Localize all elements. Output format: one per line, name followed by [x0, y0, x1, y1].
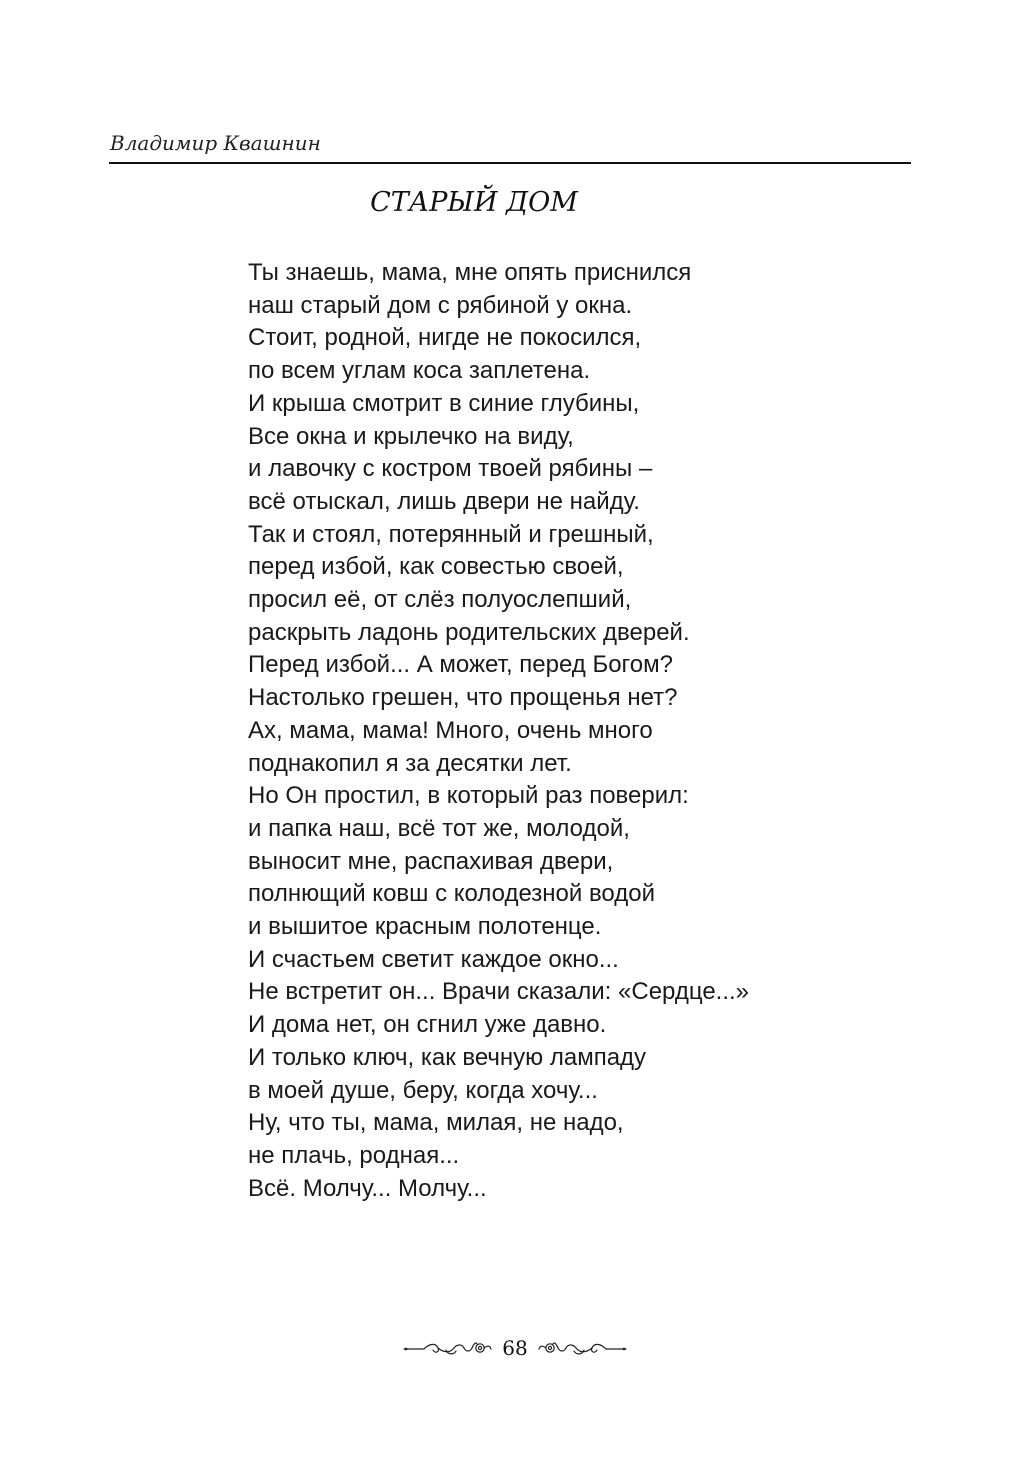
poem-line: просил её, от слёз полуослепший,: [248, 586, 632, 614]
poem-line: перед избой, как совестью своей,: [248, 553, 624, 581]
poem-line: И счастьем светит каждое окно...: [248, 945, 619, 973]
poem-line: по всем углам коса заплетена.: [248, 357, 591, 385]
poem-line: не плачь, родная...: [248, 1141, 460, 1169]
header-rule: [109, 162, 911, 164]
poem-line: и папка наш, всё тот же, молодой,: [248, 814, 630, 842]
poem-line: всё отыскал, лишь двери не найду.: [248, 487, 640, 515]
poem-line: раскрыть ладонь родительских дверей.: [248, 618, 690, 646]
poem-line: Так и стоял, потерянный и грешный,: [248, 520, 654, 548]
flourish-left-icon: [402, 1338, 494, 1358]
poem-line: Настолько грешен, что прощенья нет?: [248, 684, 678, 712]
poem-line: И дома нет, он сгнил уже давно.: [248, 1011, 607, 1039]
poem-line: поднакопил я за десятки лет.: [248, 749, 572, 777]
poem-line: наш старый дом с рябиной у окна.: [248, 291, 633, 319]
poem-line: Всё. Молчу... Молчу...: [248, 1174, 487, 1202]
running-head-author: Владимир Квашнин: [110, 131, 321, 155]
poem-line: и вышитое красным полотенце.: [248, 913, 602, 941]
poem-title: СТАРЫЙ ДОМ: [370, 187, 578, 218]
poem-line: выносит мне, распахивая двери,: [248, 847, 614, 875]
poem-line: в моей душе, беру, когда хочу...: [248, 1076, 598, 1104]
poem-line: Ах, мама, мама! Много, очень много: [248, 716, 653, 744]
poem-line: и лавочку с костром твоей рябины –: [248, 455, 653, 483]
poem-line: Все окна и крылечко на виду,: [248, 422, 574, 450]
poem-line: полнющий ковш с колодезной водой: [248, 880, 656, 908]
poem-line: Стоит, родной, нигде не покосился,: [248, 324, 642, 352]
poem-line: Не встретит он... Врачи сказали: «Сердце...»: [248, 978, 750, 1006]
poem-line: Перед избой... А может, перед Богом?: [248, 651, 673, 679]
page-number: 68: [502, 1336, 528, 1360]
poem-line: Ну, что ты, мама, милая, не надо,: [248, 1109, 624, 1137]
poem-line: Но Он простил, в который раз поверил:: [248, 782, 689, 810]
poem-body: [248, 257, 749, 1205]
page-footer: [0, 1336, 1026, 1366]
poem-line: И крыша смотрит в синие глубины,: [248, 389, 640, 417]
flourish-right-icon: [536, 1338, 628, 1358]
poem-line: Ты знаешь, мама, мне опять приснился: [248, 259, 692, 286]
poem-line: И только ключ, как вечную лампаду: [248, 1043, 647, 1071]
